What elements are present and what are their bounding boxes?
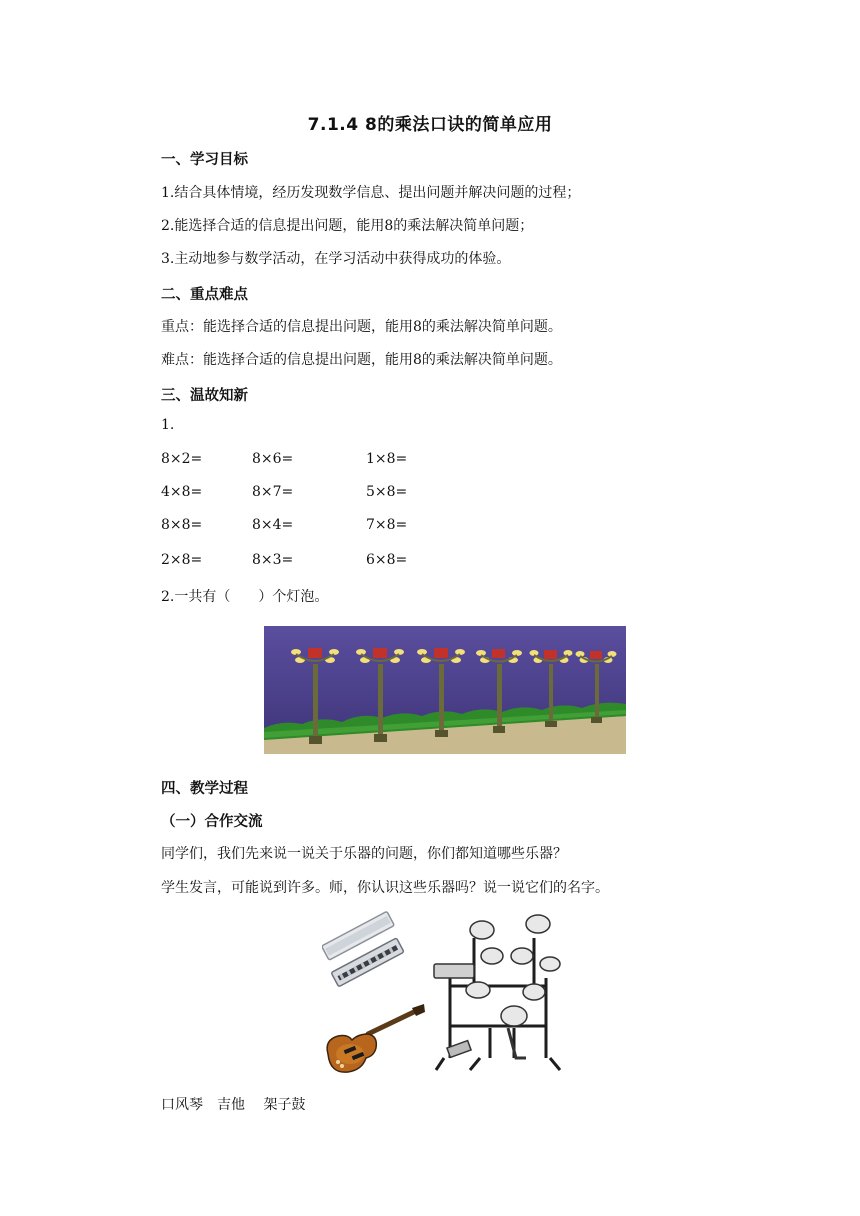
drum-kit-image xyxy=(430,908,566,1074)
key-point: 重点：能选择合适的信息提出问题，能用8的乘法解决简单问题。 xyxy=(161,319,562,335)
question-2: 2.一共有（ ）个灯泡。 xyxy=(161,589,329,605)
question-1-label: 1. xyxy=(161,417,175,433)
grid-cell: 8×4= xyxy=(252,517,294,533)
guitar-image xyxy=(322,1004,426,1076)
review-heading: 三、温故知新 xyxy=(161,388,248,404)
grid-cell: 8×8= xyxy=(161,517,203,533)
grid-cell: 8×3= xyxy=(252,552,294,568)
keypoints-heading: 二、重点难点 xyxy=(161,287,248,303)
grid-cell: 1×8= xyxy=(366,451,408,467)
harmonica-image xyxy=(322,908,410,998)
process-heading: 四、教学过程 xyxy=(161,781,248,797)
grid-cell: 4×8= xyxy=(161,484,203,500)
grid-cell: 2×8= xyxy=(161,552,203,568)
grid-cell: 8×7= xyxy=(252,484,294,500)
goal-item-2: 2.能选择合适的信息提出问题，能用8的乘法解决简单问题； xyxy=(161,218,534,234)
goals-heading: 一、学习目标 xyxy=(161,152,248,168)
page-title: 7.1.4 8的乘法口诀的简单应用 xyxy=(307,115,553,135)
goal-item-1: 1.结合具体情境，经历发现数学信息、提出问题并解决问题的过程； xyxy=(161,185,581,201)
grid-cell: 8×2= xyxy=(161,451,203,467)
process-subheading: （一）合作交流 xyxy=(161,814,263,830)
process-paragraph-1: 同学们，我们先来说一说关于乐器的问题，你们都知道哪些乐器？ xyxy=(161,846,567,862)
grid-cell: 6×8= xyxy=(366,552,408,568)
goal-item-3: 3.主动地参与数学活动，在学习活动中获得成功的体验。 xyxy=(161,251,511,267)
grid-cell: 8×6= xyxy=(252,451,294,467)
difficulty-point: 难点：能选择合适的信息提出问题，能用8的乘法解决简单问题。 xyxy=(161,352,562,368)
process-paragraph-2: 学生发言，可能说到许多。师，你认识这些乐器吗？说一说它们的名字。 xyxy=(161,880,609,896)
grid-cell: 5×8= xyxy=(366,484,408,500)
grid-cell: 7×8= xyxy=(366,517,408,533)
instrument-names: 口风琴 吉他 架子鼓 xyxy=(161,1097,306,1113)
street-lamps-illustration xyxy=(262,624,628,756)
